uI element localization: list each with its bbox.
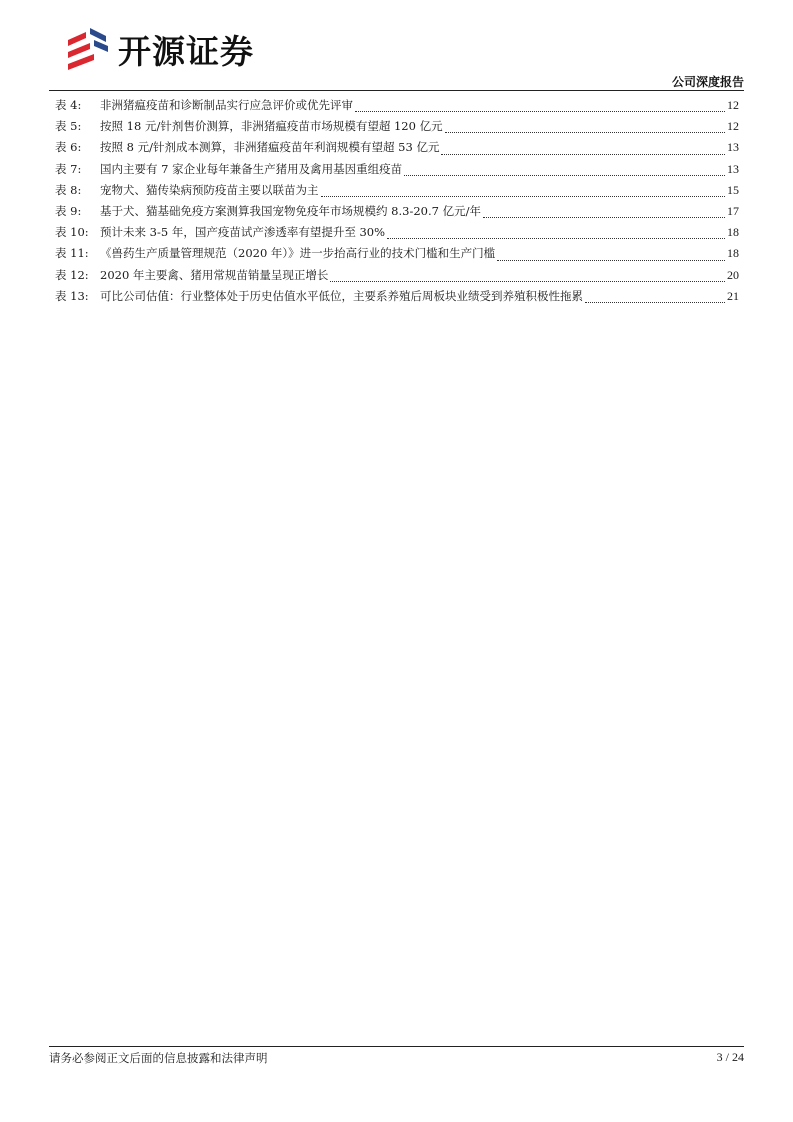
toc-entry-page: 20 xyxy=(727,267,739,282)
toc-entry-label: 表 5: xyxy=(55,119,82,134)
toc-entry-title: 《兽药生产质量管理规范（2020 年）》进一步抬高行业的技术门槛和生产门槛 xyxy=(100,246,496,261)
toc-entry-label: 表 10: xyxy=(55,225,89,240)
toc-entry-title: 可比公司估值：行业整体处于历史估值水平低位，主要系养殖后周板块业绩受到养殖积极性拖累 xyxy=(100,288,583,303)
toc-entry[interactable] xyxy=(55,97,739,118)
toc-entry-label: 表 13: xyxy=(55,288,89,303)
toc-entry-title: 预计未来 3-5 年，国产疫苗试产渗透率有望提升至 30% xyxy=(100,225,386,240)
toc-entry[interactable] xyxy=(55,161,739,182)
toc-entry-page: 12 xyxy=(727,98,739,112)
toc-entry-title: 2020 年主要禽、猪用常规苗销量呈现正增长 xyxy=(100,267,329,282)
toc-entry[interactable] xyxy=(55,203,739,224)
toc-entry-label: 表 4: xyxy=(55,98,82,112)
toc-entry[interactable] xyxy=(55,267,739,288)
toc-entry-page: 13 xyxy=(727,140,739,155)
toc-leader-dots xyxy=(387,238,725,239)
toc-leader-dots xyxy=(404,175,725,176)
toc-entry-label: 表 12: xyxy=(55,267,89,282)
footer-disclaimer: 请务必参阅正文后面的信息披露和法律声明 xyxy=(49,1051,268,1065)
toc-entry[interactable] xyxy=(55,224,739,245)
toc-entry-page: 17 xyxy=(727,203,739,218)
footer-divider xyxy=(49,1046,744,1047)
toc-entry-label: 表 6: xyxy=(55,140,82,155)
toc-entry-page: 15 xyxy=(727,182,739,197)
toc-leader-dots xyxy=(355,111,725,112)
toc-entry-title: 国内主要有 7 家企业每年兼备生产猪用及禽用基因重组疫苗 xyxy=(100,161,403,176)
toc-entry-label: 表 11: xyxy=(55,246,89,261)
toc-entry[interactable] xyxy=(55,118,739,139)
company-logo xyxy=(64,26,254,72)
toc-entry-title: 按照 8 元/针剂成本测算，非洲猪瘟疫苗年利润规模有望超 53 亿元 xyxy=(100,140,440,155)
report-type-label: 公司深度报告 xyxy=(671,75,744,89)
toc-entry-page: 18 xyxy=(727,225,739,240)
toc-entry[interactable] xyxy=(55,182,739,203)
toc-entry-page: 12 xyxy=(727,119,739,134)
toc-entry[interactable] xyxy=(55,288,739,309)
toc-entry-label: 表 9: xyxy=(55,203,82,218)
toc-entry-label: 表 7: xyxy=(55,161,82,176)
kaiyuan-logo-icon xyxy=(64,26,110,72)
toc-entry-page: 21 xyxy=(727,288,739,303)
toc-leader-dots xyxy=(445,132,725,133)
toc-leader-dots xyxy=(330,281,725,282)
toc-entry-label: 表 8: xyxy=(55,182,82,197)
toc-entry-title: 宠物犬、猫传染病预防疫苗主要以联苗为主 xyxy=(100,182,319,197)
toc-entry[interactable] xyxy=(55,139,739,160)
toc-entry-page: 18 xyxy=(727,246,739,261)
header-divider xyxy=(49,90,744,91)
logo-text: 开源证券 xyxy=(118,31,254,71)
toc-entry-title: 非洲猪瘟疫苗和诊断制品实行应急评价或优先评审 xyxy=(100,98,353,112)
toc-entry-page: 13 xyxy=(727,161,739,176)
toc-leader-dots xyxy=(321,196,726,197)
toc-leader-dots xyxy=(585,302,725,303)
toc-entry[interactable] xyxy=(55,245,739,266)
toc-leader-dots xyxy=(441,154,725,155)
toc-leader-dots xyxy=(497,260,725,261)
toc-leader-dots xyxy=(483,217,725,218)
toc-entry-title: 按照 18 元/针剂售价测算，非洲猪瘟疫苗市场规模有望超 120 亿元 xyxy=(100,119,443,134)
toc-entry-title: 基于犬、猫基础免疫方案测算我国宠物免疫年市场规模约 8.3-20.7 亿元/年 xyxy=(100,203,481,218)
table-of-contents xyxy=(55,97,739,309)
footer-page-number: 3 / 24 xyxy=(716,1050,744,1064)
